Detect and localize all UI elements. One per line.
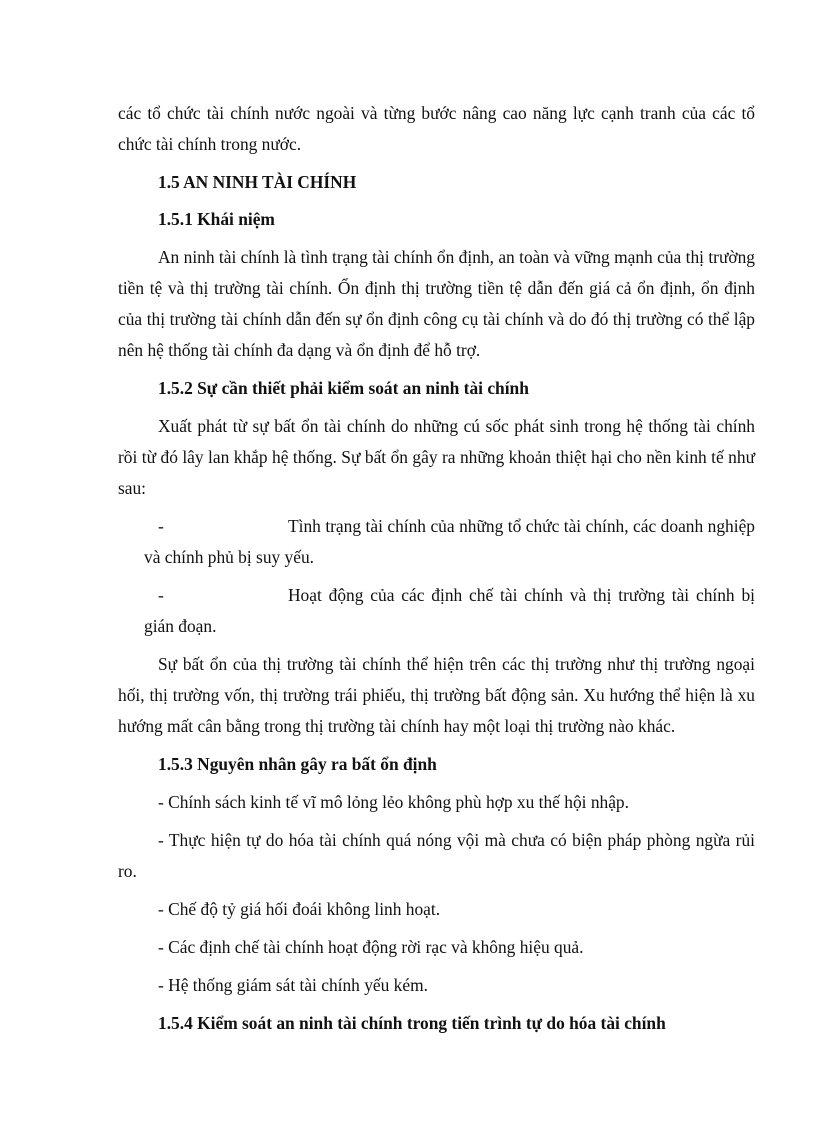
bullet-dash: - [158, 516, 164, 536]
section-heading-1-5-3: 1.5.3 Nguyên nhân gây ra bất ổn định [158, 754, 437, 774]
cause-item-2: - Thực hiện tự do hóa tài chính quá nóng vội mà chưa có biện pháp phòng ngừa rủi ro. [118, 830, 755, 881]
cause-item-4: - Các định chế tài chính hoạt động rời rạc và không hiệu quả. [158, 937, 584, 957]
cause-item-3: - Chế độ tỷ giá hối đoái không linh hoạt. [158, 899, 441, 919]
instability-paragraph: Sự bất ổn của thị trường tài chính thể hiện trên các thị trường như thị trường ngoại hối, thị trường vốn, thị trường trái phiếu, thị trường bất động sản. Xu hướng thể hiện là xu hướng mất cân bằng trong thị trường tài chính hay một loại thị trường nào khác. [118, 654, 755, 736]
bullet-text-2: Hoạt động của các định chế tài chính và thị trường tài chính bị gián đoạn. [144, 585, 755, 636]
cause-item-1: - Chính sách kinh tế vĩ mô lỏng lẻo không phù hợp xu thế hội nhập. [158, 792, 629, 812]
intro-continuation-paragraph: các tổ chức tài chính nước ngoài và từng bước nâng cao năng lực cạnh tranh của các tổ chức tài chính trong nước. [118, 103, 755, 154]
necessity-paragraph: Xuất phát từ sự bất ổn tài chính do những cú sốc phát sinh trong hệ thống tài chính rồi từ đó lây lan khắp hệ thống. Sự bất ổn gây ra những khoản thiệt hại cho nền kinh tế như sau: [118, 416, 755, 498]
concept-paragraph: An ninh tài chính là tình trạng tài chính ổn định, an toàn và vững mạnh của thị trường tiền tệ và thị trường tài chính. Ổn định thị trường tiền tệ dẫn đến giá cả ổn định, ổn định của thị trường tài chính dẫn đến sự ổn định công cụ tài chính và do đó thị trường có thể lập nên hệ thống tài chính đa dạng và ổn định để hỗ trợ. [118, 247, 755, 360]
section-heading-1-5-2: 1.5.2 Sự cần thiết phải kiểm soát an ninh tài chính [158, 378, 529, 398]
section-heading-1-5-1: 1.5.1 Khái niệm [158, 209, 275, 229]
bullet-text-1: Tình trạng tài chính của những tổ chức tài chính, các doanh nghiệp và chính phủ bị suy yếu. [144, 516, 755, 567]
bullet-item-1 [118, 511, 755, 573]
bullet-dash: - [158, 585, 164, 605]
bullet-item-2 [118, 580, 755, 642]
section-heading-1-5: 1.5 AN NINH TÀI CHÍNH [158, 172, 357, 192]
cause-item-5: - Hệ thống giám sát tài chính yếu kém. [158, 975, 428, 995]
section-heading-1-5-4: 1.5.4 Kiểm soát an ninh tài chính trong tiến trình tự do hóa tài chính [158, 1013, 666, 1033]
